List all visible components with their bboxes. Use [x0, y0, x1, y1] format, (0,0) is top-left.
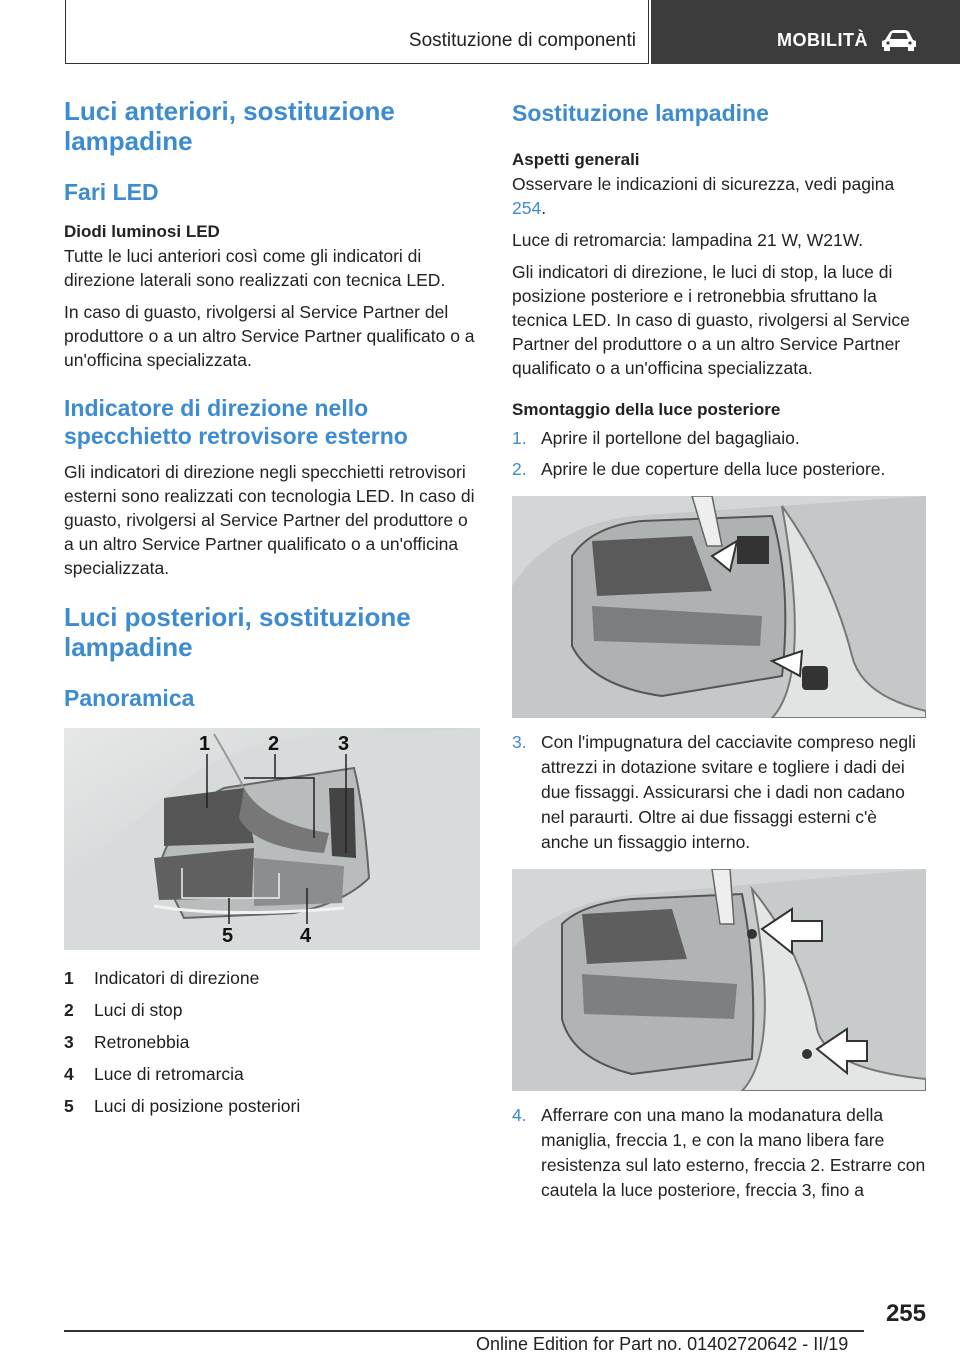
- callout-1: 1: [199, 733, 211, 755]
- legend-number: 3: [64, 1032, 74, 1052]
- legend-item: [64, 1026, 480, 1058]
- header-section-box: [65, 0, 649, 64]
- heading-mirror-indicator: Indicatore di direzione nello specchietto retrovisore esterno: [64, 395, 408, 449]
- step-number: 4.: [512, 1105, 527, 1125]
- header-chapter-tab: [651, 0, 960, 64]
- legend-number: 1: [64, 968, 74, 988]
- heading-front-lights: Luci anteriori, sostituzione lampadine: [64, 96, 395, 156]
- heading-overview: Panoramica: [64, 685, 195, 711]
- paragraph-service-front: In caso di guasto, rivolgersi al Service Partner del produttore o a un altro Service Partner qualificato o a un'officina specializzata.: [64, 302, 475, 370]
- left-column: [64, 96, 480, 1122]
- paragraph-led-rear: Gli indicatori di direzione, le luci di stop, la luce di posizione posteriore e i retronebbia sfruttano la tecnica LED. In caso di guasto, rivolgersi al Service Partner del produttore o a un altro Service Partner qualificato o a un'officina specializzata.: [512, 262, 910, 378]
- step-item: [512, 730, 926, 855]
- legend-number: 4: [64, 1064, 74, 1084]
- page-link-254[interactable]: 254: [512, 198, 542, 218]
- step-number: 1.: [512, 428, 527, 448]
- legend-item: [64, 994, 480, 1026]
- rear-light-covers-image: [512, 496, 926, 718]
- paragraph-reverse-bulb: Luce di retromarcia: lampadina 21 W, W21W.: [512, 230, 864, 250]
- legend-item: [64, 962, 480, 994]
- callout-5: 5: [222, 925, 234, 947]
- legend-text: Luci di posizione posteriori: [94, 1096, 301, 1116]
- callout-4: 4: [300, 925, 312, 947]
- legend-list: [64, 962, 480, 1122]
- header-chapter-title: MOBILITÀ: [777, 30, 868, 50]
- step-item: [512, 457, 926, 482]
- callout-3: 3: [338, 733, 350, 755]
- step-text: Aprire il portellone del bagagliaio.: [541, 428, 800, 448]
- heading-general-aspects: Aspetti generali: [512, 150, 640, 169]
- legend-text: Indicatori di direzione: [94, 968, 260, 988]
- step-number: 3.: [512, 732, 527, 752]
- rear-light-fixings-image: [512, 869, 926, 1091]
- callout-2: 2: [268, 733, 280, 755]
- right-column: [512, 96, 926, 1203]
- step-text: Afferrare con una mano la modanatura della maniglia, freccia 1, e con la mano libera fare resistenza sul lato esterno, freccia 2. Estrarre con cautela la luce posteriore, freccia 3, fino a: [541, 1105, 926, 1200]
- legend-number: 2: [64, 1000, 74, 1020]
- paragraph-mirror-indicator: Gli indicatori di direzione negli specchietti retrovisori esterni sono realizzati con tecnologia LED. In caso di guasto, rivolgersi al Service Partner del produttore o a un altro Service Partner qualificato o a un'officina specializzata.: [64, 462, 475, 578]
- legend-text: Luci di stop: [94, 1000, 183, 1020]
- footer-divider: [64, 1330, 864, 1332]
- step-item: [512, 1103, 926, 1203]
- page-number: 255: [885, 1300, 926, 1327]
- safety-ref-text: Osservare le indicazioni di sicurezza, vedi pagina: [512, 174, 895, 194]
- legend-number: 5: [64, 1096, 74, 1116]
- heading-led-diodes: Diodi luminosi LED: [64, 222, 220, 241]
- footer-edition: Online Edition for Part no. 01402720642 - II/19: [476, 1334, 849, 1354]
- heading-remove-rear-light: Smontaggio della luce posteriore: [512, 400, 781, 419]
- step-text: Con l'impugnatura del cacciavite compreso negli attrezzi in dotazione svitare e togliere i dadi dei due fissaggi. Assicurarsi che i dadi non cadano nel paraurti. Oltre ai due fissaggi esterni c'è anche un fissaggio interno.: [541, 732, 916, 852]
- legend-text: Retronebbia: [94, 1032, 190, 1052]
- safety-ref-end: .: [541, 198, 547, 218]
- legend-item: [64, 1090, 480, 1122]
- step-number: 2.: [512, 459, 527, 479]
- legend-text: Luce di retromarcia: [94, 1064, 244, 1084]
- heading-led-headlights: Fari LED: [64, 179, 159, 205]
- heading-rear-lights: Luci posteriori, sostituzione lampadine: [64, 602, 411, 662]
- legend-item: [64, 1058, 480, 1090]
- rear-light-overview-image: [64, 728, 480, 950]
- step-item: [512, 426, 926, 451]
- heading-bulb-replacement: Sostituzione lampadine: [512, 100, 769, 126]
- car-icon: [879, 28, 919, 52]
- step-text: Aprire le due coperture della luce posteriore.: [541, 459, 886, 479]
- header-section-title: Sostituzione di componenti: [408, 30, 636, 51]
- paragraph-led-front: Tutte le luci anteriori così come gli indicatori di direzione laterali sono realizzati con tecnica LED.: [64, 246, 446, 290]
- paragraph-safety-ref: [512, 172, 926, 220]
